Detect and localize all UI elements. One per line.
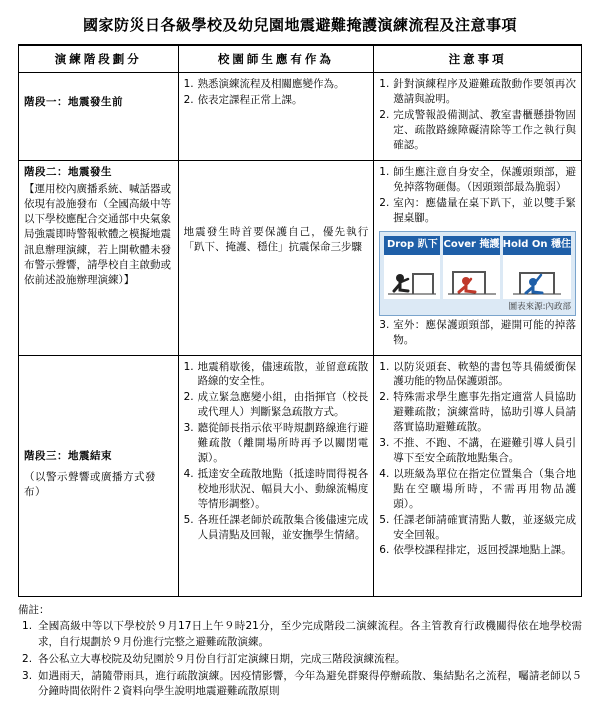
column-header-notes: 注意事項 xyxy=(374,46,582,73)
list-item: 以班級為單位在指定位置集合（集合地點在空曠場所時，不需再用物品護頭）。 xyxy=(393,467,576,510)
stage-3-sublabel: （以警示聲響或廣播方式發布） xyxy=(24,471,156,498)
stage-3-label: 階段三： xyxy=(24,450,68,463)
list-item: 針對演練程序及避難疏散動作要領再次邀請與說明。 xyxy=(393,78,576,106)
stage-3-actions-list xyxy=(184,360,369,543)
stage-1-notes-list xyxy=(379,77,576,153)
column-header-stage: 演練階段劃分 xyxy=(19,46,179,73)
list-item: 師生應注意自身安全，保護頭頸部，避免掉落物砸傷。（因頭頸部最為脆弱） xyxy=(393,165,576,193)
list-item: 特殊需求學生應事先指定適當人員協助避難疏散；演練當時，協助引導人員請落實協助避難疏散。 xyxy=(393,391,576,434)
person-cover-icon xyxy=(443,255,499,299)
stage-2-cell xyxy=(19,160,179,355)
list-item: 室外：應保護頭頸部，避開可能的掉落物。 xyxy=(393,318,576,346)
list-item: 依表定課程正常上課。 xyxy=(197,94,303,107)
drill-procedure-table xyxy=(18,45,582,597)
stage-3-cell xyxy=(19,355,179,596)
table-row xyxy=(19,73,582,161)
remarks-title: 備註： xyxy=(18,603,50,616)
page-title: 國家防災日各級學校及幼兒園地震避難掩護演練流程及注意事項 xyxy=(18,8,582,45)
remarks-section xyxy=(18,603,582,701)
list-item: 不推、不跑、不講，在避難引導人員引導下至安全疏散地點集合。 xyxy=(393,437,576,464)
stage-3-notes-list xyxy=(379,360,576,559)
list-item: 任課老師請確實清點人數，並逐級完成安全回報。 xyxy=(393,513,576,541)
list-item: 室內：應儘量在桌下趴下，並以雙手緊握桌腳。 xyxy=(393,196,576,224)
person-hold-icon xyxy=(503,255,571,299)
dcs-label-hold: Hold On 穩住 xyxy=(503,236,571,254)
list-item: 各班任課老師於疏散集合後儘速完成人員清點及回報，並安撫學生情緒。 xyxy=(197,513,369,541)
list-item: 抵達安全疏散地點（抵達時間得視各校地形狀況、幅員大小、動線流暢度等情形調整）。 xyxy=(197,467,369,510)
stage-1-cell xyxy=(19,73,179,161)
table-header-row xyxy=(19,46,582,73)
stage-2-notes-list-tail xyxy=(379,318,576,348)
list-item: 聽從師長指示依平時規劃路線進行避難疏散（離開場所時再予以關閉電源）。 xyxy=(197,422,369,464)
stage-2-actions-cell xyxy=(178,160,374,355)
list-item: 全國高級中等以下學校於９月17日上午９時21分，至少完成階段二演練流程。各主管教育行政機關得依在地學校需求，自行規劃於９月份進行完整之避難疏散演練。 xyxy=(38,620,582,649)
stage-1-label: 階段一： xyxy=(24,96,68,109)
stage-2-label-underline: 地震發生 xyxy=(68,165,112,178)
list-item: 如遇雨天，請隨帶雨具，進行疏散演練。因疫情影響，今年為避免群聚得停辦疏散、集結點名之流程，囑請老師以５分鐘時間依附件２資料向學生說明地震避難疏散原則 xyxy=(38,669,582,698)
list-item: 成立緊急應變小組，由指揮官（校長或代理人）判斷緊急疏散方式。 xyxy=(197,391,369,419)
dcs-item-cover xyxy=(443,236,499,298)
stage-3-actions-cell xyxy=(178,355,374,596)
list-item: 依學校課程排定，返回授課地點上課。 xyxy=(393,544,572,557)
dcs-source-label: 圖表來源:內政部 xyxy=(508,301,571,312)
list-item: 完成警報設備測試、教室書櫃懸掛物固定、疏散路線障礙清除等工作之執行與確認。 xyxy=(393,109,576,151)
stage-3-notes-cell xyxy=(374,355,582,596)
drop-cover-hold-diagram xyxy=(379,231,576,315)
stage-1-notes-cell xyxy=(374,73,582,161)
stage-2-notes-list xyxy=(379,165,576,226)
stage-2-label: 階段二： xyxy=(24,165,68,178)
dcs-label-drop: Drop 趴下 xyxy=(384,236,440,254)
dcs-row xyxy=(384,236,571,298)
column-header-actions: 校園師生應有作為 xyxy=(178,46,374,73)
stage-1-actions-list xyxy=(184,77,369,108)
person-drop-icon xyxy=(384,255,440,299)
list-item: 以防災頭套、軟墊的書包等具備緩衝保護功能的物品保護頭部。 xyxy=(393,360,576,388)
table-row xyxy=(19,160,582,355)
list-item: 地震稍歇後，儘速疏散，並留意疏散路線的安全性。 xyxy=(197,360,369,388)
stage-1-actions-cell xyxy=(178,73,374,161)
remarks-list xyxy=(18,619,582,700)
stage-3-label-underline: 地震結束 xyxy=(68,450,112,463)
table-row xyxy=(19,355,582,596)
stage-2-note: 【運用校內廣播系統、喊話器或依現有設施發布（全國高級中等以下學校應配合交通部中央氣象局強震即時警報軟體之模擬地震訊息辦理演練，若上開軟體未發布警示聲響，請學校自主啟動或依前述設施辦理演練）】 xyxy=(24,182,171,287)
stage-1-label-underline: 地震發生前 xyxy=(68,96,123,109)
dcs-item-drop xyxy=(384,236,440,298)
dcs-item-hold xyxy=(503,236,571,298)
list-item: 熟悉演練流程及相關應變作為。 xyxy=(197,78,345,91)
stage-2-notes-cell xyxy=(374,160,582,355)
list-item: 各公私立大專校院及幼兒園於９月份自行訂定演練日期，完成三階段演練流程。 xyxy=(38,652,406,665)
stage-2-main-text: 地震發生時首要保護自己，優先執行「趴下、掩護、穩住」抗震保命三步驟 xyxy=(183,225,369,253)
dcs-label-cover: Cover 掩護 xyxy=(443,236,499,254)
